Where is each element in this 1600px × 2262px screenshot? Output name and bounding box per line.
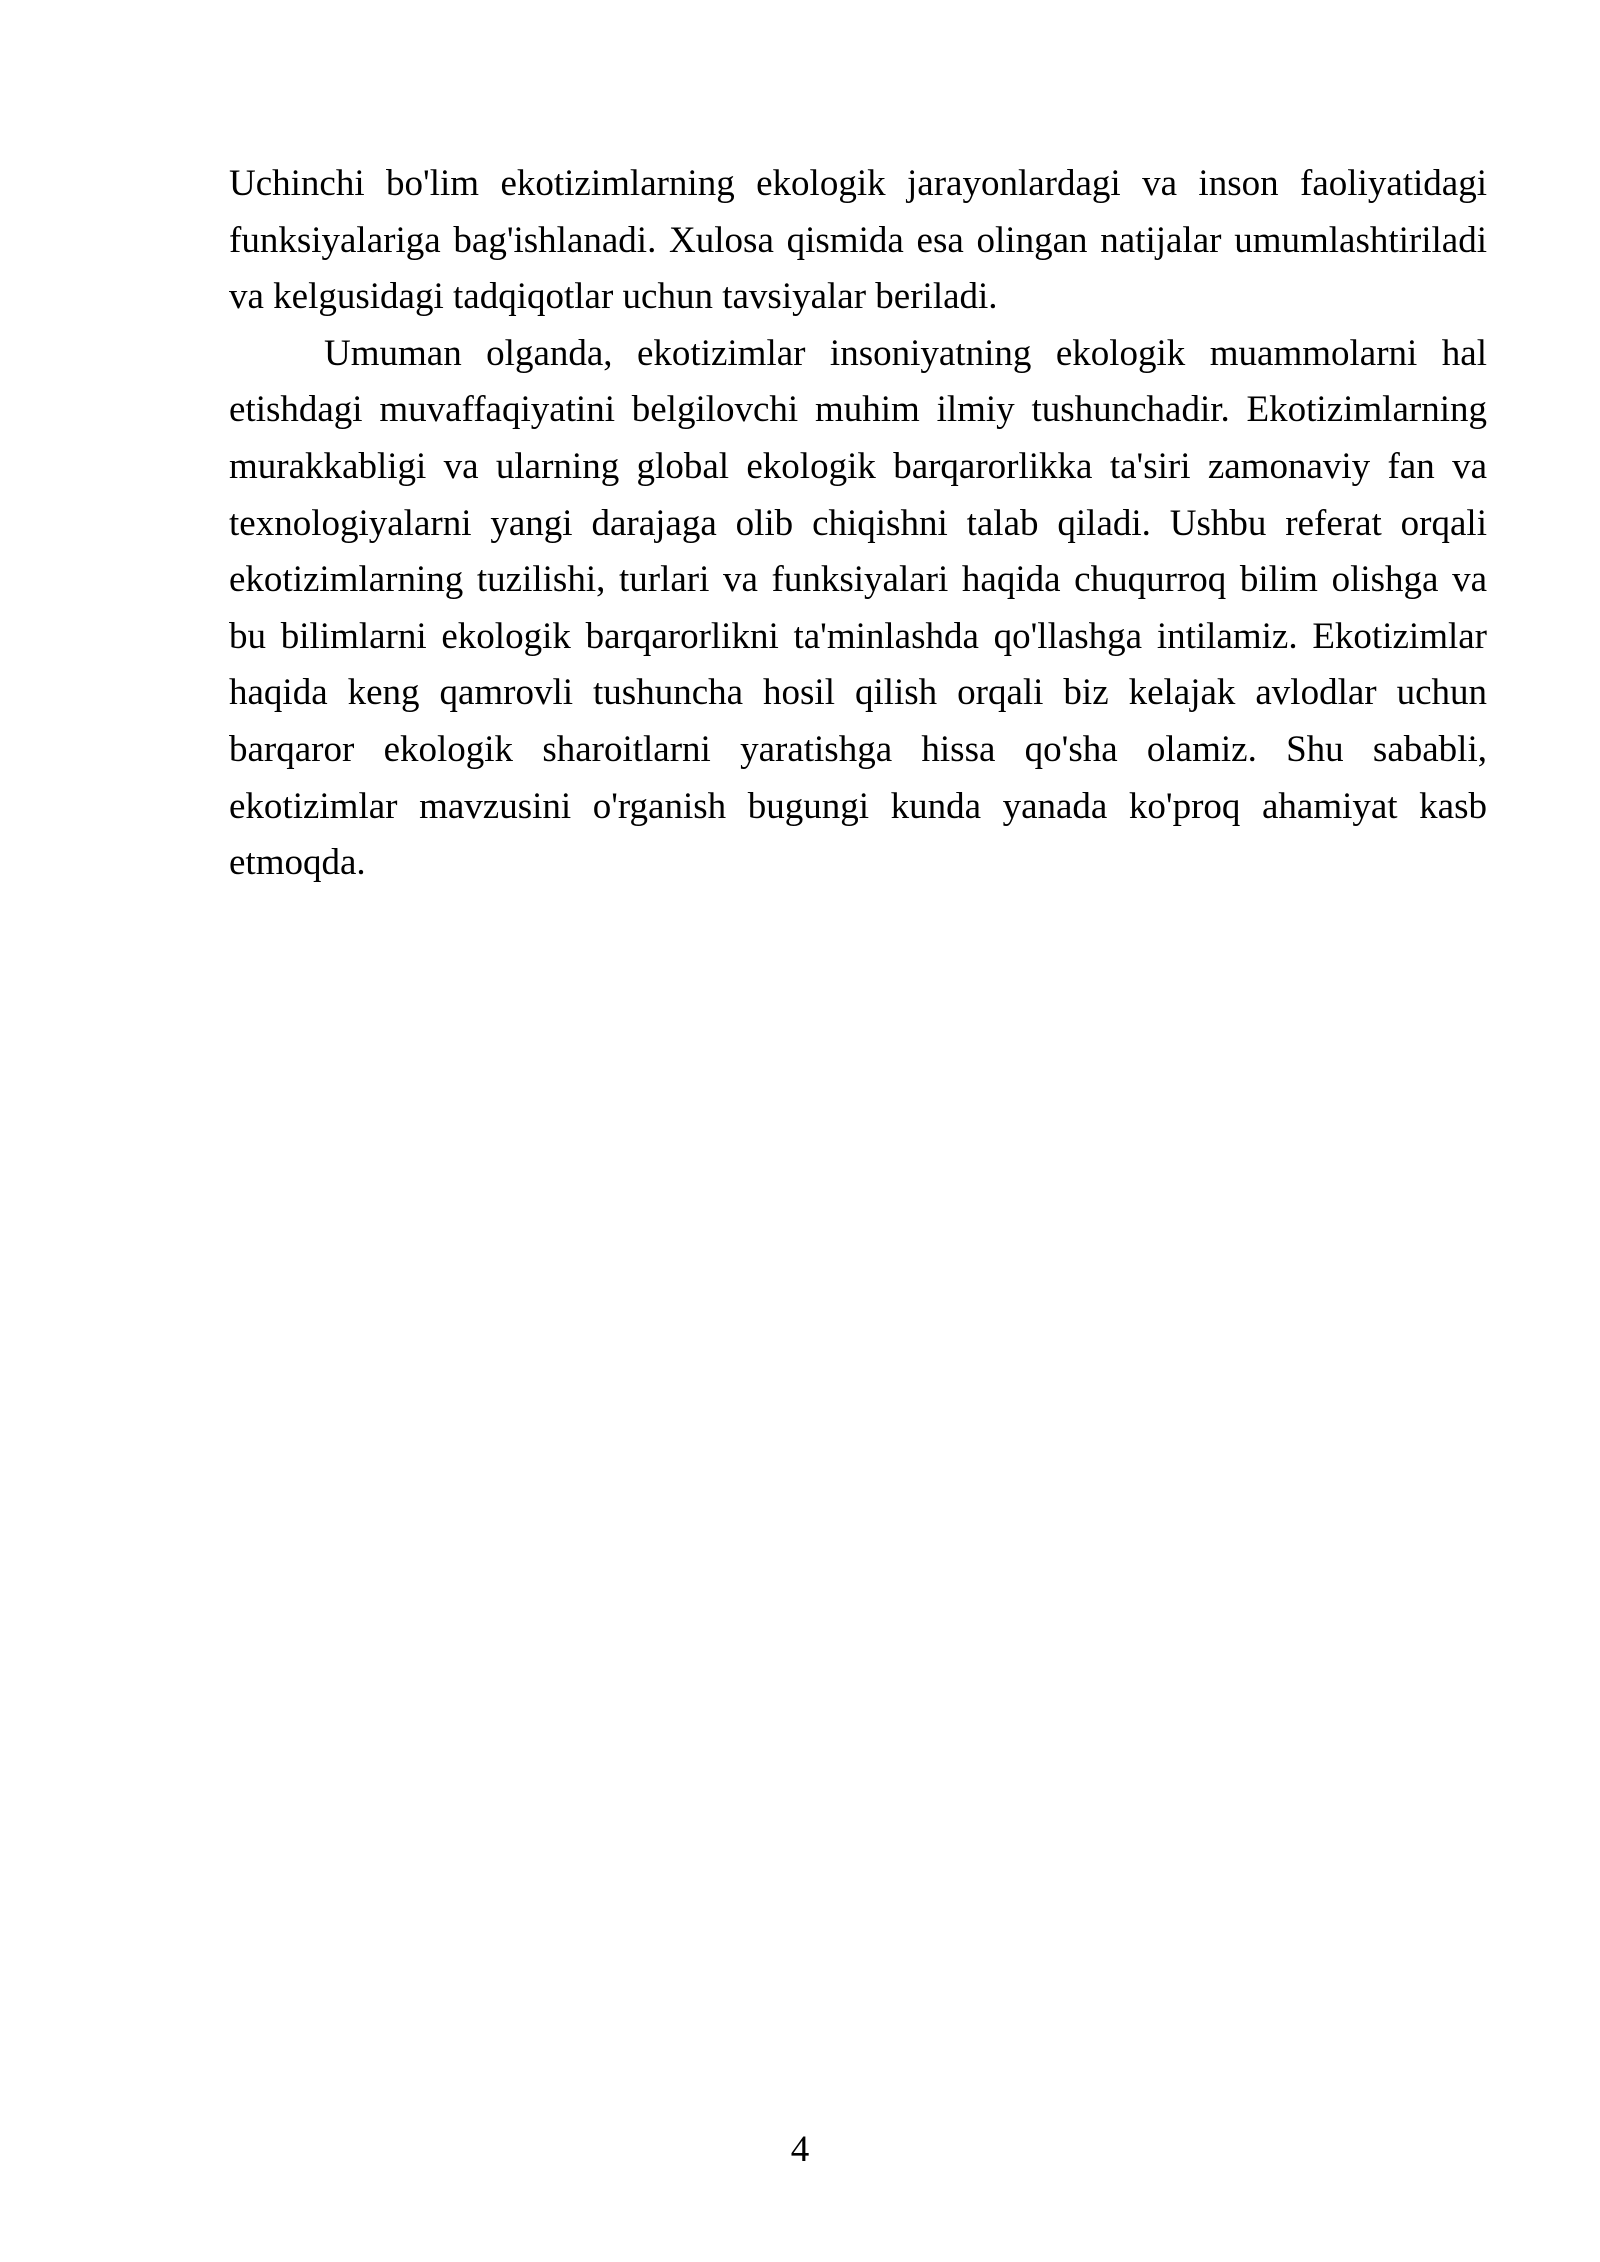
body-text <box>229 156 1487 892</box>
paragraph-conclusion: Umuman olganda, ekotizimlar insoniyatning ekologik muammolarni hal etishdagi muvaffaqiyatini belgilovchi muhim ilmiy tushunchadir. Ekotizimlarning murakkabligi va ularning global ekologik barqarorlikka ta'siri zamonaviy fan va texnologiyalarni yangi darajaga olib chiqishni talab qiladi. Ushbu referat orqali ekotizimlarning tuzilishi, turlari va funksiyalari haqida chuqurroq bilim olishga va bu bilimlarni ekologik barqarorlikni ta'minlashda qo'llashga intilamiz. Ekotizimlar haqida keng qamrovli tushuncha hosil qilish orqali biz kelajak avlodlar uchun barqaror ekologik sharoitlarni yaratishga hissa qo'sha olamiz. Shu sababli, ekotizimlar mavzusini o'rganish bugungi kunda yanada ko'proq ahamiyat kasb etmoqda. <box>229 332 1487 884</box>
page-number: 4 <box>790 2129 810 2170</box>
paragraph-continued: Uchinchi bo'lim ekotizimlarning ekologik jarayonlardagi va inson faoliyatidagi funksiyalariga bag'ishlanadi. Xulosa qismida esa olingan natijalar umumlashtiriladi va kelgusidagi tadqiqotlar uchun tavsiyalar beriladi. <box>229 163 1487 318</box>
